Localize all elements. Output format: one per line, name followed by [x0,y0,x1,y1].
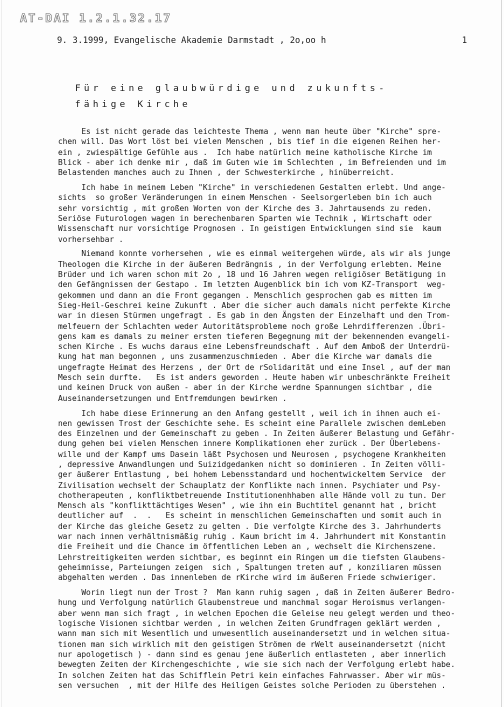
text-line: ungefragte Heimat des Herzens , der Ort de rSolidarität und eine Insel , auf der man [58,362,451,372]
text-line: deutlicher auf . . Es scheint in menschlichen Gemeinschaften und somit auch in [58,511,442,521]
text-line: die Freiheit und die Chance im öffentlichen Leben an , wechselt die Kirchenszene. [58,542,437,552]
text-line: Lehrstreitigkeiten werden sichtbar, es beginnt ein Ringen um die tiefsten Glaubens- [58,552,446,562]
text-line: Brüder und ich waren schon mit 2o , 18 und 16 Jahren wegen religiöser Betätigung in [58,270,446,280]
page-number: 1 [461,36,467,46]
archive-stamp: AT-DAI 1.2.1.32.17 [20,11,172,25]
text-line: hung und Verfolgung natürlich Glaubenstreue und manchmal sogar Heroismus verlangen- [58,598,446,608]
header-date-location: 9. 3.1999, Evangelische Akademie Darmstadt , 2o,oo h [57,36,327,46]
text-line: war in diesen Stürmen ungefragt . Es gab in den Ängsten der Einzelhaft und den Trom- [58,311,451,321]
text-line: tionen man sich wirklich mit den geistigen Strömen de rWelt auseinandersetzt (nicht [58,639,446,649]
text-line: und keinen Druck von außen - aber in der Kirche werdne Spannungen sichtbar , die [58,383,432,393]
text-line: Es ist nicht gerade das leichteste Thema , wenn man heute über "Kirche" spre- [58,127,442,136]
text-line: Niemand konnte vorhersehen , wie es einmal weitergehen würde, als wir als junge [58,249,451,259]
page-edge-right [501,0,502,707]
text-line: Belastenden manches auch zu Ihnen , der Schwesterkirche , hinüberreicht. [58,168,395,178]
text-line: abgehalten werden . Das innenleben de rKirche wird im äußeren Friede schwieriger. [58,573,437,583]
document-title [75,81,495,113]
text-line: aber wenn man sich fragt , in welchen Epochen die Geleise neu gelegt werden und theo- [58,608,456,618]
text-line: In solchen Zeiten hat das Schifflein Petri kein einfaches Fahrwasser. Aber wir müs- [58,670,446,680]
text-line: ein , zwiespältige Gefühle aus . Ich habe natürlich meine katholische Kirche im [58,147,432,157]
text-line: logische Visionen sichtbar werden , in welchen Zeiten Grundfragen geklärt werden , [58,619,442,629]
text-line: nen gewissen Trost der Geschichte sehe. Es scheint eine Parallele zwischen demLeben [58,418,446,428]
document-body [58,127,498,696]
text-line: Blick - aber ich denke mir , daß im Guten wie im Schlechten , im Befreienden und im [58,157,446,167]
text-line: melfeuern der Schlachten weder Autoritätsprobleme noch große Lehrdifferenzen .Übri- [58,321,446,331]
text-line: Zivilisation wechselt der Schauplatz der Konflikte nach innen. Psychiater und Psy- [58,480,442,490]
paragraph [58,127,498,178]
text-line: war nach innen verhältnismäßig ruhig . Kaum bricht im 4. Jahrhundert mit Konstantin [58,532,446,542]
text-line: gekommen und dann an die Front gegangen . Menschlich gesprochen gab es mitten im [58,290,432,300]
text-line: sehr vorsichtig , mit großen Worten von der Kirche des 3. Jahrtausends zu reden. [58,203,432,213]
text-line: ger äußerer Entlastung , bei hohem Lebensstandard und hochentwickeltem Service der [58,470,446,480]
page-edge-left [1,0,2,707]
text-line: Theologen die Kirche in der äußeren Bedrängnis , in der Verfolgung erlebten. Meine [58,259,442,269]
text-line: Seriöse Futurologen wagen in berechenbaren Sparten wie Technik , Wirtschaft oder [58,213,432,223]
document-header [57,36,467,46]
text-line: Sieg-Heil-Geschrei keine Zukunft . Aber die sicher auch damals nicht perfekte Kirche [58,300,451,310]
paragraph [58,588,498,691]
text-line: chen will. Das Wort löst bei vielen Menschen , bis tief in die eigenen Reihen her- [58,137,442,147]
text-line: gens kam es damals zu meiner ersten tieferen Begegnung mit der bekennenden evangeli- [58,331,451,341]
text-line: schen Kirche . Es wuchs daraus eine Lebensfreundschaft . Auf dem Amboß der Unterdrü- [58,342,451,352]
text-line: geheimnisse, Parteiungen zeigen sich , Spaltungen treten auf , konziliaren müssen [58,562,442,572]
paragraph [58,249,498,403]
text-line: sen versuchen , mit der Hilfe des Heiligen Geistes solche Perioden zu überstehen . [58,680,446,690]
title-line: fähige Kirche [75,99,192,110]
text-line: , depressive Anwandlungen und Suizidgedanken nicht so dominieren . In Zeiten völli- [58,459,446,469]
text-line: den Gefängnissen der Gestapo . Im letzten Augenblick bin ich vom KZ-Transport weg- [58,280,446,290]
paragraph [58,183,498,245]
text-line: dung gehen bei vielen Menschen innere Komplikationen eher zurück . Der Überlebens- [58,439,442,449]
text-line: Ich habe diese Erinnerung an den Anfang gestellt , weil ich in ihnen auch ei- [58,408,442,418]
text-line: sichts so großer Veränderungen in einem Menschen - Seelsorgerleben bin ich auch [58,193,432,203]
text-line: des Einzelnen und der Gemeinschaft zu geben . In Zeiten äußerer Belastung und Gefähr- [58,429,456,439]
text-line: wille und der Kampf ums Dasein läßt Psychosen und Neurosen , psychogene Krankheiten [58,449,446,459]
text-line: Wissenschaft nur vorsichtige Prognosen . In geistigen Entwicklungen sind sie kaum [58,224,442,234]
text-line: wann man sich mit Wesentlich und unwesentlich auseinandersetzt und in welchen situa- [58,629,451,639]
title-line: Für eine glaubwürdige und zukunfts- [75,83,388,94]
text-line: bewegten Zeiten der Kirchengeschichte , wie sie sich nach der Verfolgung erlebt habe. [58,660,456,670]
text-line: der Kirche das gleiche Gesetz zu gelten . Die verfolgte Kirche des 3. Jahrhunderts [58,521,442,531]
paragraph [58,409,498,584]
text-line: Auseinandersetzungen und Entfremdungen bewirken . [58,393,287,403]
text-line: nur apologetisch ) - dann sind es genau jene äußerlich entlasteten , aber innerlich [58,649,446,659]
text-line: Mensch als "konflikttächtiges Wesen" , wie ihn ein Buchtitel genannt hat , bricht [58,501,437,511]
text-line: chotherapeuten , konfliktbetreuende Institutionenhhaben alle Hände voll zu tun. Der [58,490,446,500]
text-line: kung hat man begonnen , uns zusammenzuschmieden . Aber die Kirche war damals die [58,352,432,362]
text-line: Ich habe in meinem Leben "Kirche" in verschiedenen Gestalten erlebt. Und ange- [58,183,446,193]
text-line: Mesch sein durfte. Es ist anders geworden . Heute haben wir unbeschränkte Freiheit [58,373,451,383]
text-line: vorhersehbar . [58,234,124,244]
text-line: Worin liegt nun der Trost ? Man kann ruhig sagen , daß in Zeiten äußerer Bedro- [58,588,456,598]
